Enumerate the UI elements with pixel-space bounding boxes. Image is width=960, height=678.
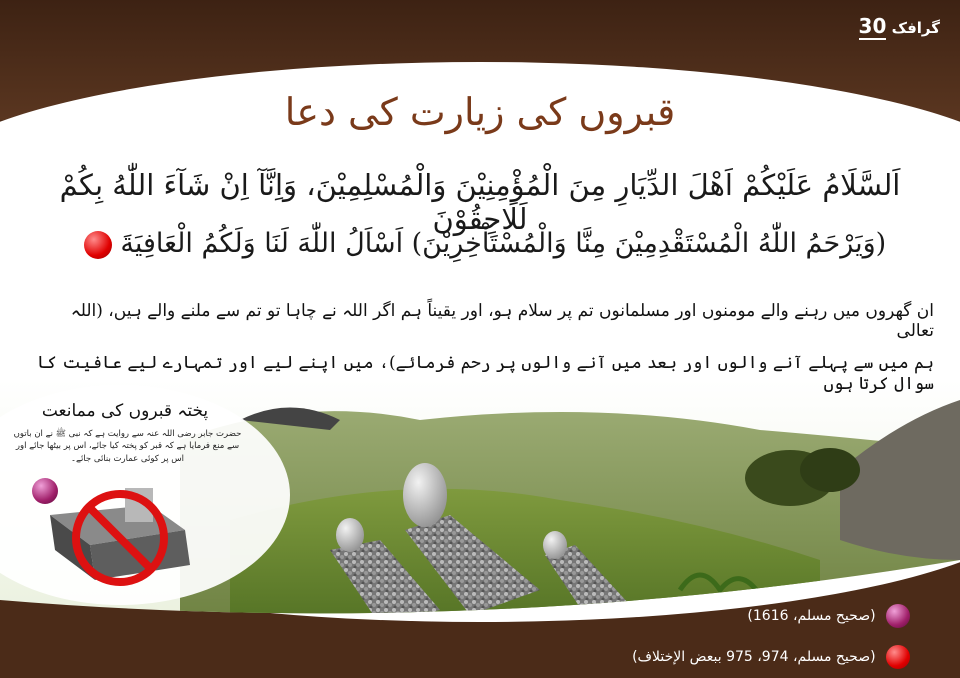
reference-1 <box>747 604 910 628</box>
urdu-translation-line-2: ہم میں سے پہلے آنے والوں اور بعد میں آنے والوں پر رحم فرمائے)، میں اپنے لیے اور تمہارے لیے عافیت کا سوال کرتا ہوں <box>36 353 934 394</box>
graphic-label-text: گرافک <box>891 19 940 37</box>
title-wrap <box>0 90 960 134</box>
reference-2 <box>632 645 910 669</box>
purple-reference-dot-icon <box>32 478 58 504</box>
grave-stone <box>543 531 567 559</box>
inset-text: حضرت جابر رضی اللہ عنہ سے روایت ہے کہ نبی ﷺ نے ان باتوں سے منع فرمایا ہے کہ قبر کو پختہ کیا جائے، اس پر بیٹھا جائے اور اس پر کوئی عمارت بنائی جائے۔ <box>13 429 242 464</box>
arabic-dua-line-2 <box>30 228 930 259</box>
red-dot-icon <box>886 645 910 669</box>
reference-1-text: (صحیح مسلم، 1616) <box>747 608 876 624</box>
reference-2-text: (صحیح مسلم، 974، 975 ببعض الإختلاف) <box>632 649 876 665</box>
arabic-dua-line-1: اَلسَّلَامُ عَلَيْكُمْ اَهْلَ الدِّيَارِ مِنَ الْمُؤْمِنِيْنَ وَالْمُسْلِمِيْنَ، وَاِنَّآ اِنْ شَآءَ اللّٰهُ بِكُمْ لَلَاحِقُوْنَ <box>59 168 901 236</box>
red-reference-dot-icon <box>84 231 112 259</box>
inset-title: پختہ قبروں کی ممانعت <box>41 401 209 421</box>
graphic-number: 30 <box>858 14 887 38</box>
tree-cluster <box>800 448 860 492</box>
grave-stone <box>403 463 447 527</box>
grave-stone <box>336 518 364 552</box>
urdu-translation-line-1: ان گھروں میں رہنے والے مومنوں اور مسلمانوں تم پر سلام ہو، اور یقیناً ہم اگر اللہ نے چاہا تو تم سے ملنے والے ہیں، (اللہ تعالی <box>70 301 934 341</box>
arabic-dua-line-2-text: (وَيَرْحَمُ اللّٰهُ الْمُسْتَقْدِمِيْنَ مِنَّا وَالْمُسْتَاْخِرِيْنَ) اَسْاَلُ اللّٰهَ لَنَا وَلَكُمُ الْعَافِيَةَ <box>120 228 887 259</box>
purple-dot-icon <box>886 604 910 628</box>
page-title: قبروں کی زیارت کی دعا <box>284 90 676 134</box>
